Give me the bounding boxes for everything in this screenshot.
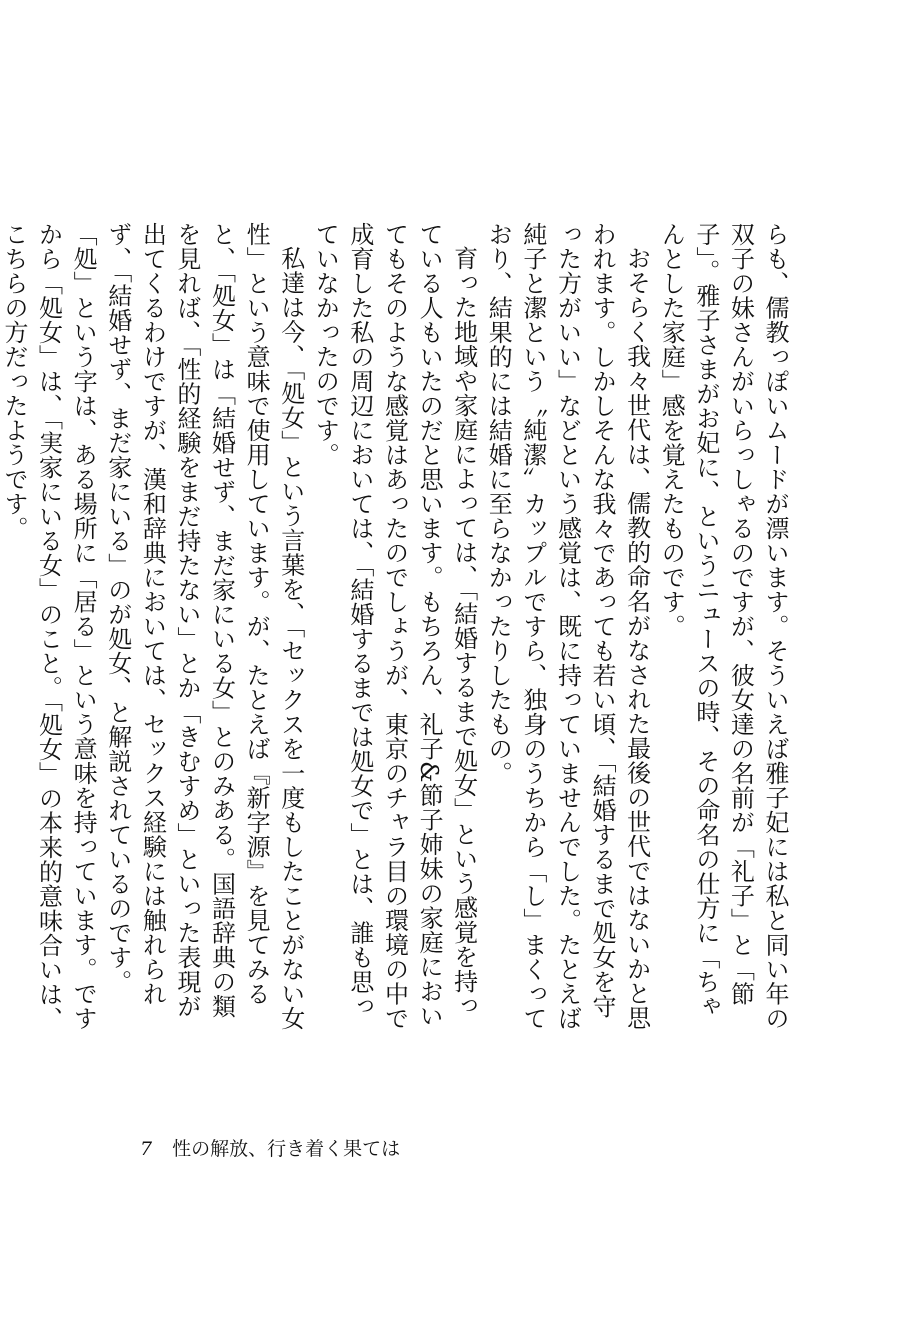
paragraph-3: 育った地域や家庭によっては、「結婚するまで処女」という感覚を持っている人もいたのだと思います。もちろん、礼子&節子姉妹の家庭においてもそのような感覚はあったのでしょうが、東京のチャラ目の環境の中で成育した私の周辺においては、「結婚するまでは処女で」とは、誰も思っていなかったのです。 — [311, 222, 478, 1031]
page-number: 7 — [140, 1138, 153, 1160]
paragraph-1: らも、儒教っぽいムードが漂います。そういえば雅子妃には私と同い年の双子の妹さんがいらっしゃるのですが、彼女達の名前が「礼子」と「節子」。雅子さまがお妃に、というニュースの時、その命名の仕方に「ちゃんとした家庭」感を覚えたものです。 — [657, 222, 789, 1031]
paragraph-2: おそらく我々世代は、儒教的命名がなされた最後の世代ではないかと思われます。しかしそんな我々であっても若い頃、「結婚するまで処女を守った方がいい」などという感覚は、既に持っていませんでした。たとえば純子と潔という〝純潔〟カップルですら、独身のうちから「し」まくっており、結果的には結婚に至らなかったりしたもの。 — [484, 222, 651, 1031]
paragraph-5: 「処」という字は、ある場所に「居る」という意味を持っています。ですから「処女」は、「実家にいる女」のこと。「処女」の本来的意味合いは、こちらの方だったようです。 — [0, 222, 98, 1031]
page-footer — [140, 1134, 400, 1161]
vertical-body-text — [0, 222, 792, 1042]
paragraph-4: 私達は今、「処女」という言葉を、「セックスを一度もしたことがない女性」という意味で使用しています。が、たとえば『新字源』を見てみると、「処女」は「結婚せず、まだ家にいる女」とのみある。国語辞典の類を見れば、「性的経験をまだ持たない」とか「きむすめ」といった表現が出てくるわけですが、漢和辞典においては、セックス経験には触れられず、「結婚せず、まだ家にいる」のが処女、と解説されているのです。 — [103, 222, 305, 1031]
running-chapter-title: 性の解放、行き着く果ては — [172, 1138, 401, 1160]
